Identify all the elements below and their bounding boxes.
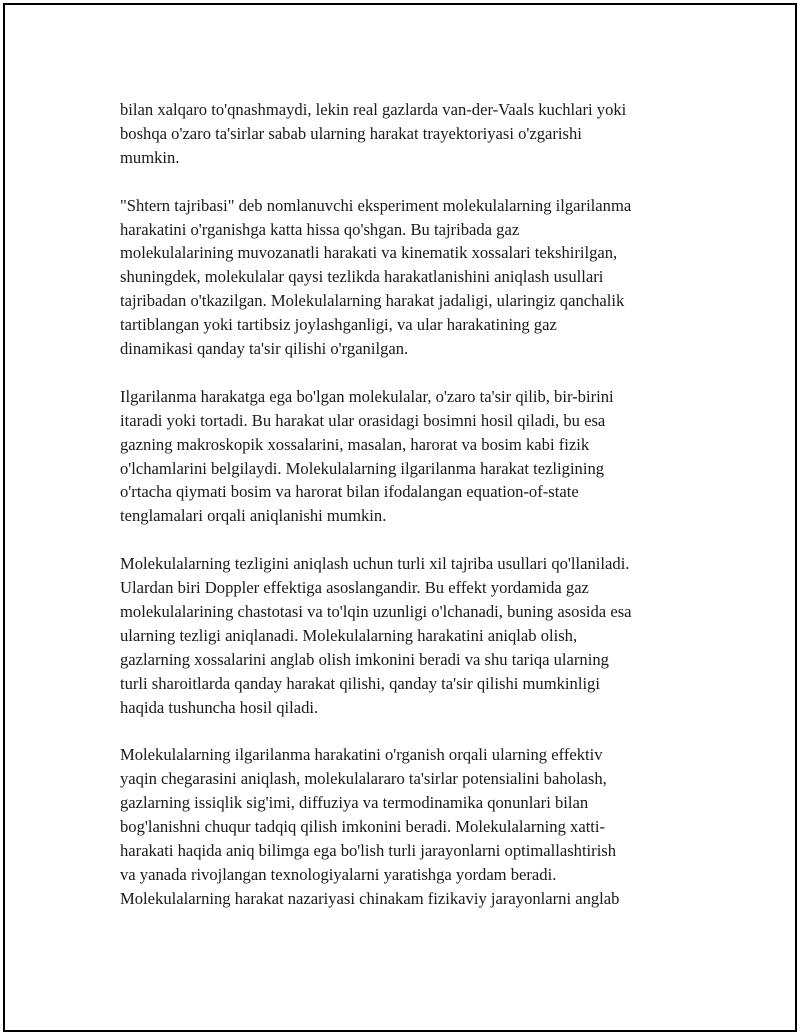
text-line: harakatini o'rganishga katta hissa qo'shgan. Bu tajribada gaz	[120, 219, 520, 239]
text-line: molekulalarining muvozanatli harakati va kinematik xossalari tekshirilgan,	[120, 243, 618, 263]
paragraph	[120, 552, 700, 719]
text-line: itaradi yoki tortadi. Bu harakat ular orasidagi bosimni hosil qiladi, bu esa	[120, 410, 606, 430]
text-line: turli sharoitlarda qanday harakat qilishi, qanday ta'sir qilishi mumkinligi	[120, 673, 600, 693]
text-line: gazlarning xossalarini anglab olish imkonini beradi va shu tariqa ularning	[120, 649, 609, 669]
text-line: bilan xalqaro to'qnashmaydi, lekin real gazlarda van-der-Vaals kuchlari yoki	[120, 100, 627, 119]
text-line: va yanada rivojlangan texnologiyalarni yaratishga yordam beradi.	[120, 864, 557, 884]
text-line: Molekulalarning ilgarilanma harakatini o'rganish orqali ularning effektiv	[120, 745, 603, 765]
text-line: tartiblangan yoki tartibsiz joylashganligi, va ular harakatining gaz	[120, 315, 557, 335]
paragraph	[120, 98, 700, 170]
paragraph	[120, 385, 700, 528]
page-frame	[3, 3, 797, 1032]
text-line: ularning tezligi aniqlanadi. Molekulalarning harakatini aniqlab olish,	[120, 625, 578, 645]
text-line: dinamikasi qanday ta'sir qilishi o'rganilgan.	[120, 339, 409, 359]
text-line: mumkin.	[120, 147, 180, 167]
text-line: harakati haqida aniq bilimga ega bo'lish turli jarayonlarni optimallashtirish	[120, 841, 617, 861]
paragraph	[120, 194, 700, 361]
text-line: o'lchamlarini belgilaydi. Molekulalarning ilgarilanma harakat tezligining	[120, 458, 605, 478]
text-line: shuningdek, molekulalar qaysi tezlikda harakatlanishini aniqlash usullari	[120, 267, 604, 287]
text-line: boshqa o'zaro ta'sirlar sabab ularning harakat trayektoriyasi o'zgarishi	[120, 123, 582, 143]
text-line: tenglamalari orqali aniqlanishi mumkin.	[120, 506, 387, 526]
text-line: bog'lanishni chuqur tadqiq qilish imkonini beradi. Molekulalarning xatti-	[120, 817, 606, 837]
text-line: haqida tushuncha hosil qiladi.	[120, 697, 319, 717]
text-line: Ulardan biri Doppler effektiga asoslangandir. Bu effekt yordamida gaz	[120, 578, 589, 598]
paragraph	[120, 743, 700, 910]
text-line: "Shtern tajribasi" deb nomlanuvchi eksperiment molekulalarning ilgarilanma	[120, 195, 632, 215]
text-line: yaqin chegarasini aniqlash, molekulalararo ta'sirlar potensialini baholash,	[120, 769, 607, 789]
text-line: tajribadan o'tkazilgan. Molekulalarning harakat jadaligi, ularingiz qanchalik	[120, 291, 625, 311]
text-line: o'rtacha qiymati bosim va harorat bilan ifodalangan equation-of-state	[120, 482, 579, 502]
text-line: Molekulalarning harakat nazariyasi chinakam fizikaviy jarayonlarni anglab	[120, 888, 620, 908]
text-line: Ilgarilanma harakatga ega bo'lgan molekulalar, o'zaro ta'sir qilib, bir-birini	[120, 386, 614, 406]
document-body	[120, 98, 700, 935]
text-line: molekulalarining chastotasi va to'lqin uzunligi o'lchanadi, buning asosida esa	[120, 601, 632, 621]
text-line: gazlarning issiqlik sig'imi, diffuziya va termodinamika qonunlari bilan	[120, 793, 589, 813]
text-line: gazning makroskopik xossalarini, masalan, harorat va bosim kabi fizik	[120, 434, 590, 454]
text-line: Molekulalarning tezligini aniqlash uchun turli xil tajriba usullari qo'llaniladi.	[120, 554, 630, 574]
